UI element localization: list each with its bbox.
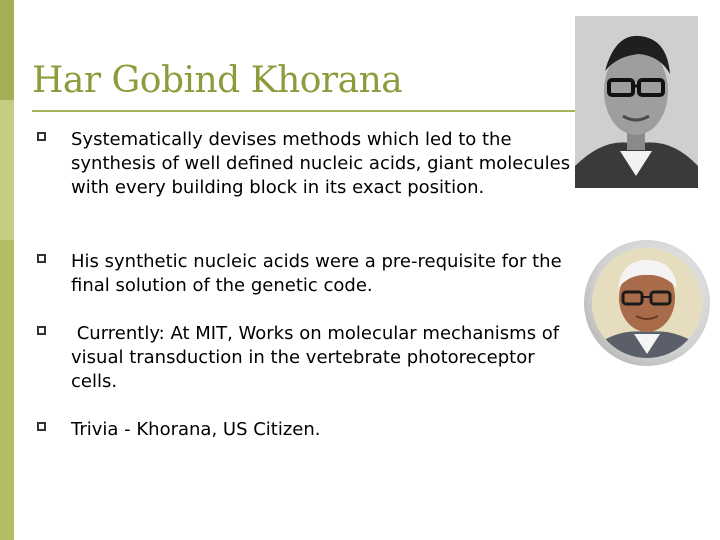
bullet-item <box>34 418 571 442</box>
portrait-photo-color <box>584 240 710 366</box>
bullet-item <box>34 322 571 394</box>
bullet-square-icon <box>34 250 71 298</box>
accent-segment-bottom <box>0 240 14 540</box>
accent-segment-top <box>0 0 14 100</box>
portrait-color-drawing <box>592 248 702 358</box>
bullet-text: Currently: At MIT, Works on molecular mechanisms of visual transduction in the vertebrate photoreceptor cells. <box>71 323 565 392</box>
bullet-square-icon <box>34 128 71 200</box>
accent-segment-middle <box>0 100 14 240</box>
portrait-color-frame <box>592 248 702 358</box>
bullet-text: His synthetic nucleic acids were a pre-requisite for the final solution of the genetic code. <box>71 251 562 296</box>
bullet-square-icon <box>34 418 71 442</box>
portrait-bw-drawing <box>575 16 698 188</box>
bullet-square-icon <box>34 322 71 394</box>
bullet-text: Trivia - Khorana, US Citizen. <box>71 419 321 440</box>
bullet-item <box>34 250 571 298</box>
slide-title: Har Gobind Khorana <box>32 60 403 101</box>
portrait-photo-bw <box>575 16 698 188</box>
title-underline <box>32 110 578 112</box>
bullet-text: Systematically devises methods which led to the synthesis of well defined nucleic acids, giant molecules with every building block in its exact position. <box>71 129 571 198</box>
accent-side-bar <box>0 0 14 540</box>
bullet-item <box>34 128 571 200</box>
